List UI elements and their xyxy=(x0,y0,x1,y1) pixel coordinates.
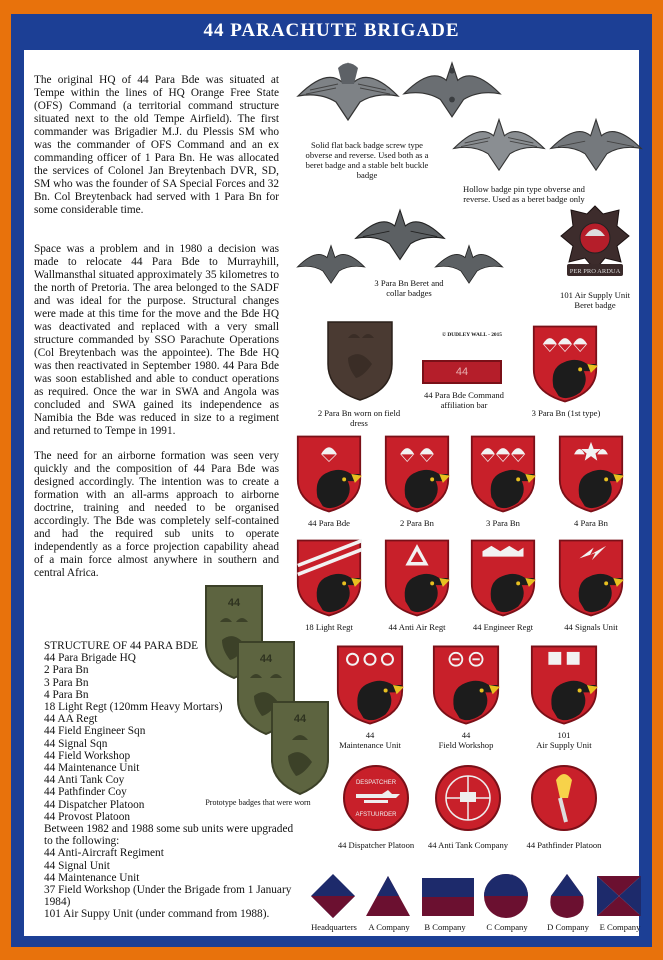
flash-row1-badge xyxy=(296,434,362,514)
air-supply-beret-caption: 101 Air Supply Unit Beret badge xyxy=(560,290,630,310)
company-patch xyxy=(420,872,476,920)
hollow-badge-obverse xyxy=(452,114,546,172)
prototype-caption: Prototype badges that were worn xyxy=(205,798,311,807)
company-label: B Company xyxy=(424,922,466,932)
flash-row3-badge xyxy=(336,644,404,726)
structure-later-item: 44 Anti-Aircraft Regiment xyxy=(44,847,164,860)
flash-row2-label: 44 Anti Air Regt xyxy=(388,622,446,632)
flash-row2-label: 44 Engineer Regt xyxy=(472,622,534,632)
flash-row1-label: 2 Para Bn xyxy=(400,518,434,528)
structure-item: 3 Para Bn xyxy=(44,676,89,689)
flash-row3-badge xyxy=(530,644,598,726)
affiliation-bar: 44 xyxy=(422,360,502,384)
company-label: E Company xyxy=(599,922,641,932)
company-patch xyxy=(595,872,643,920)
flash-row1-label: 4 Para Bn xyxy=(574,518,608,528)
parachute-wings-badge-obverse xyxy=(296,58,400,122)
flash-row2-badge xyxy=(296,538,362,618)
structure-later-intro: Between 1982 and 1988 some sub units were upgraded to the following: xyxy=(44,823,294,848)
content-panel xyxy=(24,50,639,936)
flash-row3-number: 44 xyxy=(365,730,375,740)
scroll-text: PER PRO ARDUA xyxy=(569,268,621,275)
structure-item: 44 Dispatcher Platoon xyxy=(44,798,145,811)
structure-later-item: 101 Air Suppy Unit (under command from 1988). xyxy=(44,908,270,921)
paragraph-1: The original HQ of 44 Para Bde was situated at Tempe within the lines of HQ Orange Free State (OFS) Command (a territorial command structure situated next to the old Tempe Airfield). The first commander was Brigadier M.J. du Plessis SM who was the commander of OFS Command and an ex commanding officer of 1 Para Bn. He was allocated the services of Colonel Jan Breytenbach DVR, SD, SM who was the founder of SA Special Forces and 32 Bn. Col Breytenback had served with 1 Para Bn for some considerable time. xyxy=(34,74,279,216)
company-label: Headquarters xyxy=(311,922,357,932)
flash-row3-label: Air Supply Unit xyxy=(536,740,592,750)
company-patch xyxy=(309,872,357,920)
round-badge-top-text: DESPATCHER xyxy=(355,780,397,786)
structure-later-item: 44 Signal Unit xyxy=(44,859,110,872)
structure-item: 44 Field Workshop xyxy=(44,749,131,762)
prototype-number: 44 xyxy=(293,713,307,725)
structure-item: 44 Anti Tank Coy xyxy=(44,774,125,787)
hollow-badge-reverse xyxy=(549,114,643,172)
paragraph-3: The need for an airborne formation was seen very quickly and the composition of 44 Para Bde was designed accordingly. The intention was to create a formation with an all-arms approach to airborne doctrine, training and needed to be organised accordingly. The Bde was completely self-contained and had the required sub units to operate independently as a force projection capability ahead of a main force almost anywhere in southern and central Africa. xyxy=(34,450,279,579)
paragraph-2: Space was a problem and in 1980 a decision was made to relocate 44 Para Bde to Murrayhill, Wallmansthal situated approximately 35 kilometres to the north of Pretoria. The area belonged to the SADF and was ideal for the purpose. Structural changes were made at this time for the move and the Bde HQ was deactivated and replaced with a very small structure commanded by SSO Parachute Operations (Col Breytenbach was the appointee). The Bde HQ was then reactivated in September 1980. 44 Para Bde was soon established and able to conduct operations as required. Once the war in SWA and Angola was concluded and SWA gained its independence as Namibia the Bde was reduced in size to a regiment and returned to Tempe in 1991. xyxy=(34,243,279,437)
flash-row1-label: 3 Para Bn xyxy=(486,518,520,528)
affiliation-bar-caption: 44 Para Bde Command affiliation bar xyxy=(424,390,504,410)
hollow-back-caption: Hollow badge pin type obverse and reverse. Used as a beret badge only xyxy=(463,184,585,204)
round-badge xyxy=(342,764,410,832)
structure-item: 4 Para Bn xyxy=(44,688,89,701)
flash-row2-badge xyxy=(470,538,536,618)
flat-back-caption: Solid flat back badge screw type obverse and reverse. Used both as a beret badge and a stable belt buckle badge xyxy=(305,140,429,180)
structure-item: 44 AA Regt xyxy=(44,713,98,726)
field-dress-flash xyxy=(326,320,394,402)
field-dress-caption: 2 Para Bn worn on field dress xyxy=(317,408,401,428)
flash-row1-label: 44 Para Bde xyxy=(307,518,350,528)
air-supply-beret-badge xyxy=(559,202,631,282)
structure-heading: STRUCTURE OF 44 PARA BDE xyxy=(44,640,199,652)
flash-row2-label: 44 Signals Unit xyxy=(564,622,618,632)
prototype-badge-3 xyxy=(270,700,330,796)
company-patch xyxy=(364,872,412,920)
company-patch xyxy=(482,872,530,920)
company-patch xyxy=(543,872,591,920)
flash-row1-badge xyxy=(558,434,624,514)
company-label: C Company xyxy=(486,922,528,932)
first-type-flash xyxy=(532,324,598,404)
beret-badge-3-para-bn xyxy=(354,202,446,264)
company-label: A Company xyxy=(368,922,410,932)
structure-later-item: 37 Field Workshop (Under the Brigade from 1 January 1984) xyxy=(44,884,292,909)
flash-row1-badge xyxy=(384,434,450,514)
flash-row3-number: 101 xyxy=(557,730,571,740)
page-frame xyxy=(11,14,652,947)
structure-item: 44 Maintenance Unit xyxy=(44,762,140,775)
three-para-beret-caption: 3 Para Bn Beret and collar badges xyxy=(374,278,444,298)
flash-row2-badge xyxy=(558,538,624,618)
structure-item: 2 Para Bn xyxy=(44,664,89,677)
flash-row3-label: Maintenance Unit xyxy=(339,740,401,750)
flash-row2-label: 18 Light Regt xyxy=(305,622,353,632)
structure-item: 44 Provost Platoon xyxy=(44,810,130,823)
flash-row2-badge xyxy=(384,538,450,618)
round-badge-label: 44 Anti Tank Company xyxy=(427,840,509,850)
prototype-number: 44 xyxy=(259,653,273,665)
flash-row3-label: Field Workshop xyxy=(438,740,494,750)
round-badge xyxy=(434,764,502,832)
page-title: 44 PARACHUTE BRIGADE xyxy=(203,20,460,41)
copyright-text: © DUDLEY WALL - 2015 xyxy=(441,332,503,338)
prototype-number: 44 xyxy=(227,597,241,609)
round-badge-bottom-text: AFSTUURDER xyxy=(355,812,397,818)
structure-item: 44 Pathfinder Coy xyxy=(44,786,127,799)
structure-item: 44 Signal Sqn xyxy=(44,737,108,750)
company-label: D Company xyxy=(547,922,589,932)
parachute-wings-badge-reverse xyxy=(402,56,502,120)
structure-item: 18 Light Regt (120mm Heavy Mortars) xyxy=(44,701,223,714)
flash-row3-number: 44 xyxy=(461,730,471,740)
round-badge-label: 44 Pathfinder Platoon xyxy=(526,840,602,850)
flash-row3-badge xyxy=(432,644,500,726)
structure-item: 44 Para Brigade HQ xyxy=(44,652,136,665)
structure-later-item: 44 Maintenance Unit xyxy=(44,871,140,884)
round-badge-label: 44 Dispatcher Platoon xyxy=(337,840,415,850)
first-type-caption: 3 Para Bn (1st type) xyxy=(531,408,601,418)
round-badge xyxy=(530,764,598,832)
structure-item: 44 Field Engineer Sqn xyxy=(44,725,146,738)
flash-row1-badge xyxy=(470,434,536,514)
